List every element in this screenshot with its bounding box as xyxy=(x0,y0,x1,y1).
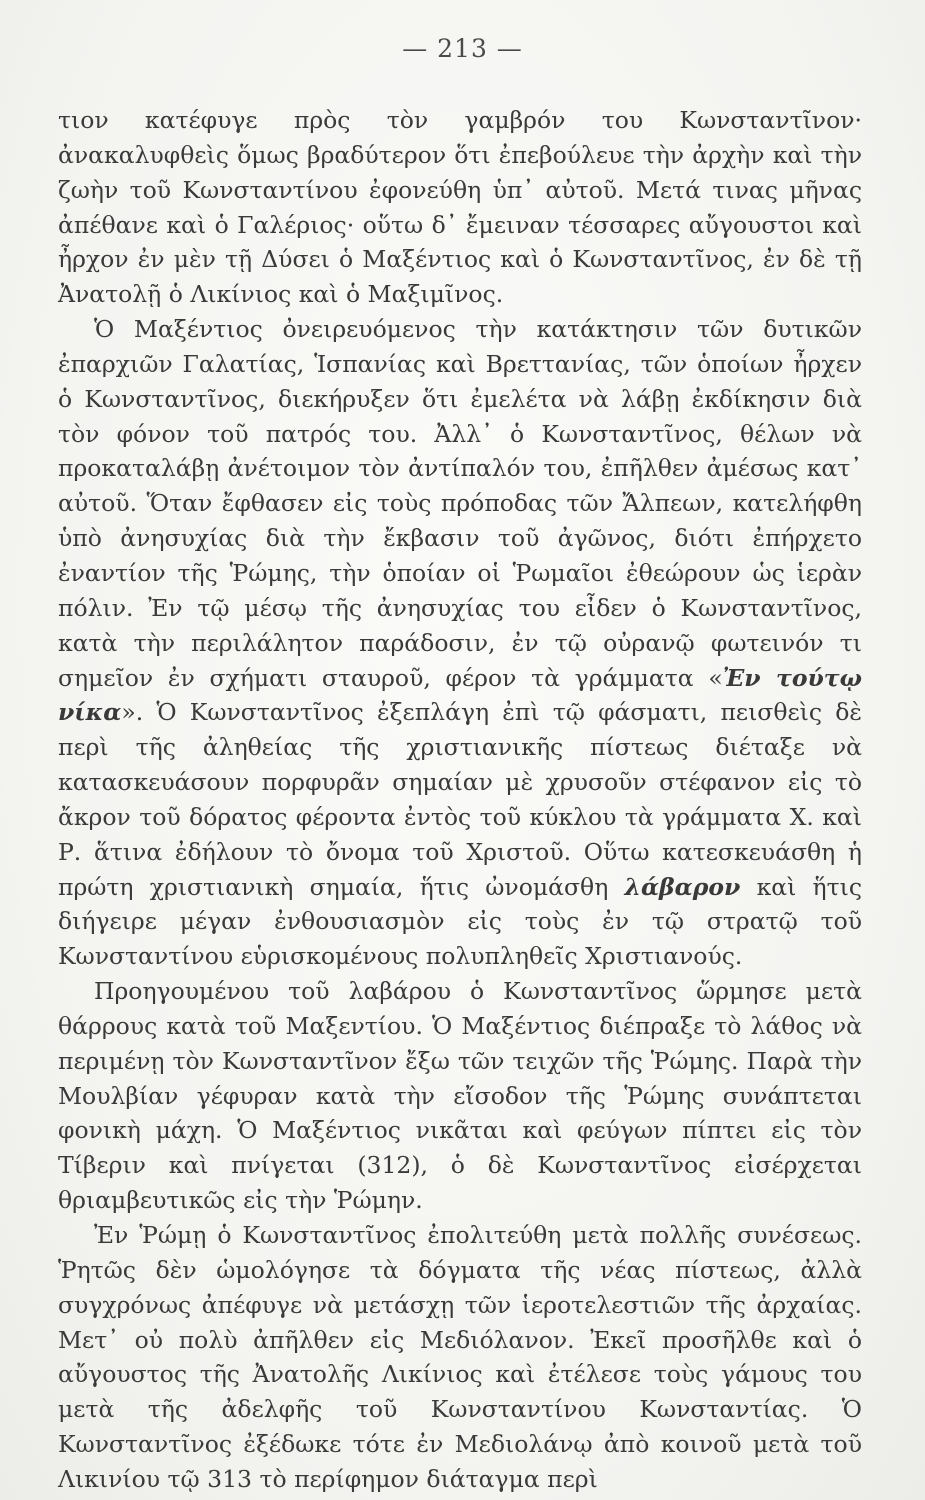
page-text xyxy=(58,103,862,1497)
paragraph xyxy=(58,1218,862,1497)
paragraph xyxy=(58,103,862,312)
paragraph-text: Ἐν Ῥώμῃ ὁ Κωνσταντῖνος ἐπολιτεύθη μετὰ πολλῆς συνέσεως. Ῥητῶς δὲν ὡμολόγησε τὰ δόγματα τῆς νέας πίστεως, ἀλλὰ συγχρόνως ἀπέφυγε νὰ μετάσχῃ τῶν ἱεροτελεστιῶν τῆς ἀρχαίας. Μετ᾽ οὐ πολὺ ἀπῆλθεν εἰς Μεδιόλανον. Ἐκεῖ προσῆλθε καὶ ὁ αὔγουστος τῆς Ἀνατολῆς Λικίνιος καὶ ἐτέλεσε τοὺς γάμους του μετὰ τῆς ἀδελφῆς τοῦ Κωνσταντίνου Κωνσταντίας. Ὁ Κωνσταντῖνος ἐξέδωκε τότε ἐν Μεδιολάνῳ ἀπὸ κοινοῦ μετὰ τοῦ Λικινίου τῷ 313 τὸ περίφημον διάταγμα περὶ xyxy=(58,1221,862,1493)
paragraph xyxy=(58,312,862,974)
paragraph-text: Προηγουμένου τοῦ λαβάρου ὁ Κωνσταντῖνος ὥρμησε μετὰ θάρρους κατὰ τοῦ Μαξεντίου. Ὁ Μαξέντιος διέπραξε τὸ λάθος νὰ περιμένῃ τὸν Κωνσταντῖνον ἔξω τῶν τειχῶν τῆς Ῥώμης. Παρὰ τὴν Μουλβίαν γέφυραν κατὰ τὴν εἴσοδον τῆς Ῥώμης συνάπτεται φονικὴ μάχη. Ὁ Μαξέντιος νικᾶται καὶ φεύγων πίπτει εἰς τὸν Τίβεριν καὶ πνίγεται (312), ὁ δὲ Κωνσταντῖνος εἰσέρχεται θριαμβευτικῶς εἰς τὴν Ῥώμην. xyxy=(58,977,862,1215)
emphasized-text: λάβαρον xyxy=(624,872,741,901)
paragraph-text: ». Ὁ Κωνσταντῖνος ἐξεπλάγη ἐπὶ τῷ φάσματι, πεισθεὶς δὲ περὶ τῆς ἀληθείας τῆς χριστιανικῆς πίστεως διέταξε νὰ κατασκευάσουν πορφυρᾶν σημαίαν μὲ χρυσοῦν στέφανον εἰς τὸ ἄκρον τοῦ δόρατος φέροντα ἐντὸς τοῦ κύκλου τὰ γράμματα Χ. καὶ Ρ. ἅτινα ἐδήλουν τὸ ὄνομα τοῦ Χριστοῦ. Οὕτω κατεσκευάσθη ἡ πρώτη χριστιανικὴ σημαία, ἥτις ὠνομάσθη xyxy=(58,698,862,901)
paragraph-text: καὶ ἥτις διήγειρε μέγαν ἐνθουσιασμὸν εἰς τοὺς ἐν τῷ στρατῷ τοῦ Κωνσταντίνου εὑρισκομένους πολυπληθεῖς Χριστιανούς. xyxy=(58,872,863,971)
paragraph xyxy=(58,974,862,1218)
emphasized-text: Ἐν τούτῳ νίκα xyxy=(58,663,862,727)
page-number: — 213 — xyxy=(402,34,523,63)
paragraph-text: τιον κατέφυγε πρὸς τὸν γαμβρόν του Κωνσταντῖνον· ἀνακαλυφθεὶς ὅμως βραδύτερον ὅτι ἐπεβούλευε τὴν ἀρχὴν καὶ τὴν ζωὴν τοῦ Κωνσταντίνου ἐφονεύθη ὑπ᾽ αὐτοῦ. Μετά τινας μῆνας ἀπέθανε καὶ ὁ Γαλέριος· οὕτω δ᾽ ἔμειναν τέσσαρες αὔγουστοι καὶ ἦρχον ἐν μὲν τῇ Δύσει ὁ Μαξέντιος καὶ ὁ Κωνσταντῖνος, ἐν δὲ τῇ Ἀνατολῇ ὁ Λικίνιος καὶ ὁ Μαξιμῖνος. xyxy=(58,106,862,309)
paragraph-text: Ὁ Μαξέντιος ὀνειρευόμενος τὴν κατάκτησιν τῶν δυτικῶν ἐπαρχιῶν Γαλατίας, Ἱσπανίας καὶ Βρεττανίας, τῶν ὁποίων ἦρχεν ὁ Κωνσταντῖνος, διεκήρυξεν ὅτι ἐμελέτα νὰ λάβῃ ἐκδίκησιν διὰ τὸν φόνον τοῦ πατρός του. Ἀλλ᾽ ὁ Κωνσταντῖνος, θέλων νὰ προκαταλάβῃ ἀνέτοιμον τὸν ἀντίπαλόν του, ἐπῆλθεν ἀμέσως κατ᾽ αὐτοῦ. Ὅταν ἔφθασεν εἰς τοὺς πρόποδας τῶν Ἄλπεων, κατελήφθη ὑπὸ ἀνησυχίας διὰ τὴν ἔκβασιν τοῦ ἀγῶνος, διότι ἐπήρχετο ἐναντίον τῆς Ῥώμης, τὴν ὁποίαν οἱ Ῥωμαῖοι ἐθεώρουν ὡς ἱερὰν πόλιν. Ἐν τῷ μέσῳ τῆς ἀνησυχίας του εἶδεν ὁ Κωνσταντῖνος, κατὰ τὴν περιλάλητον παράδοσιν, ἐν τῷ οὐρανῷ φωτεινόν τι σημεῖον ἐν σχήματι σταυροῦ, φέρον τὰ γράμματα « xyxy=(58,315,862,692)
